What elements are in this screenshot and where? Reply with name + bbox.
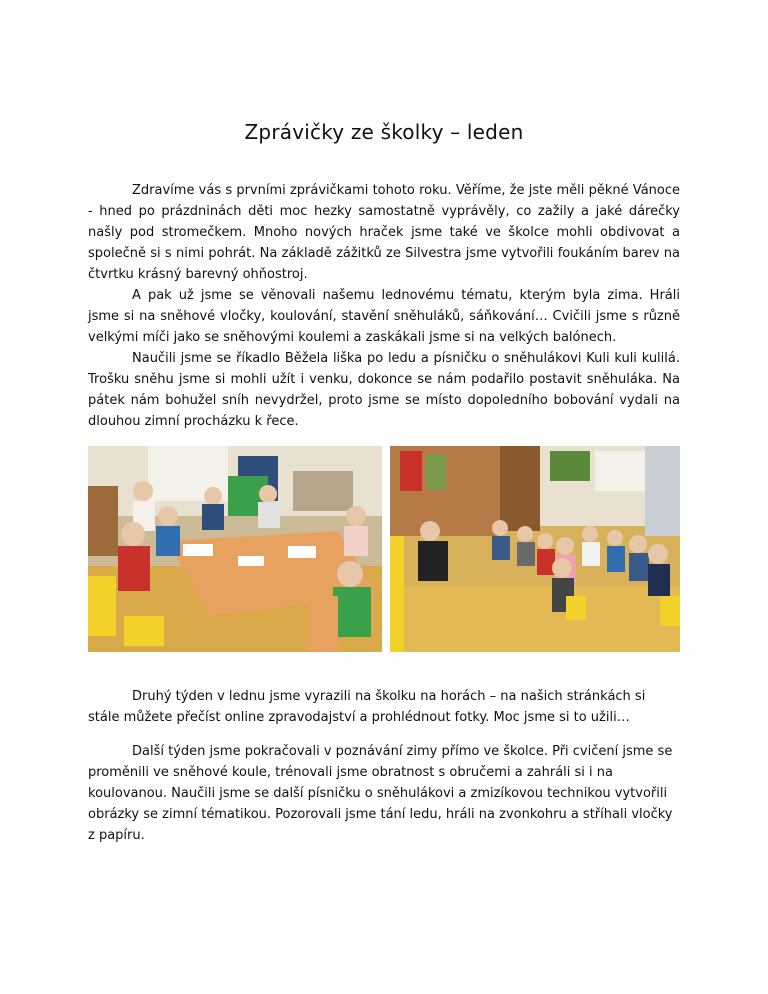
- photo-strip: [88, 446, 680, 652]
- week3-paragraph: Další týden jsme pokračovali v poznávání zimy přímo ve školce. Při cvičení jsme se proměnili ve sněhové koule, trénovali jsme obratnost s obručemi a zahráli si i na koulovanou. Naučili jsme se další písničku o sněhulákovi a zmizíkovou technikou vytvořili obrázky se zimní tématikou. Pozorovali jsme tání ledu, hráli na zvonkohru a stříhali vločky z papíru.: [88, 744, 673, 843]
- intro-paragraph-1: Zdravíme vás s prvními zprávičkami tohoto roku. Věříme, že jste měli pěkné Vánoce - hned po prázdninách děti moc hezky samostatně vyprávěly, co zažily a jaké dárečky našly pod stromečkem. Mnoho nových hraček jsme také ve školce mohli obdivovat a společně si s nimi pohrát. Na základě zážitků ze Silvestra jsme vytvořili foukáním barev na čtvrtku krásný barevný ohňostroj.: [88, 183, 680, 282]
- photo-children-in-circle: [390, 446, 680, 652]
- week3-section: [88, 741, 680, 846]
- intro-paragraph-2: A pak už jsme se věnovali našemu lednovému tématu, kterým byla zima. Hráli jsme si na sněhové vločky, koulování, stavění sněhuláků, sáňkování… Cvičili jsme s různě velkými míči jako se sněhovými koulemi a zaskákali jsme si na velkých balónech.: [88, 288, 680, 345]
- intro-section: [88, 180, 680, 432]
- intro-paragraph-3: Naučili jsme se říkadlo Běžela liška po ledu a písničku o sněhulákovi Kuli kuli kulilá. Trošku sněhu jsme si mohli užít i venku, dokonce se nám podařilo postavit sněhuláka. Na pátek nám bohužel sníh nevydržel, proto jsme se místo dopoledního bobování vydali na dlouhou zimní procházku k řece.: [88, 351, 680, 429]
- week2-section: [88, 686, 680, 728]
- photo-children-at-table: [88, 446, 382, 652]
- week2-paragraph: Druhý týden v lednu jsme vyrazili na školku na horách – na našich stránkách si stále můžete přečíst online zpravodajství a prohlédnout fotky. Moc jsme si to užili…: [88, 689, 646, 725]
- document-title: Zprávičky ze školky – leden: [244, 120, 524, 144]
- photo-children-in-circle-image: [390, 446, 680, 652]
- photo-children-at-table-image: [88, 446, 382, 652]
